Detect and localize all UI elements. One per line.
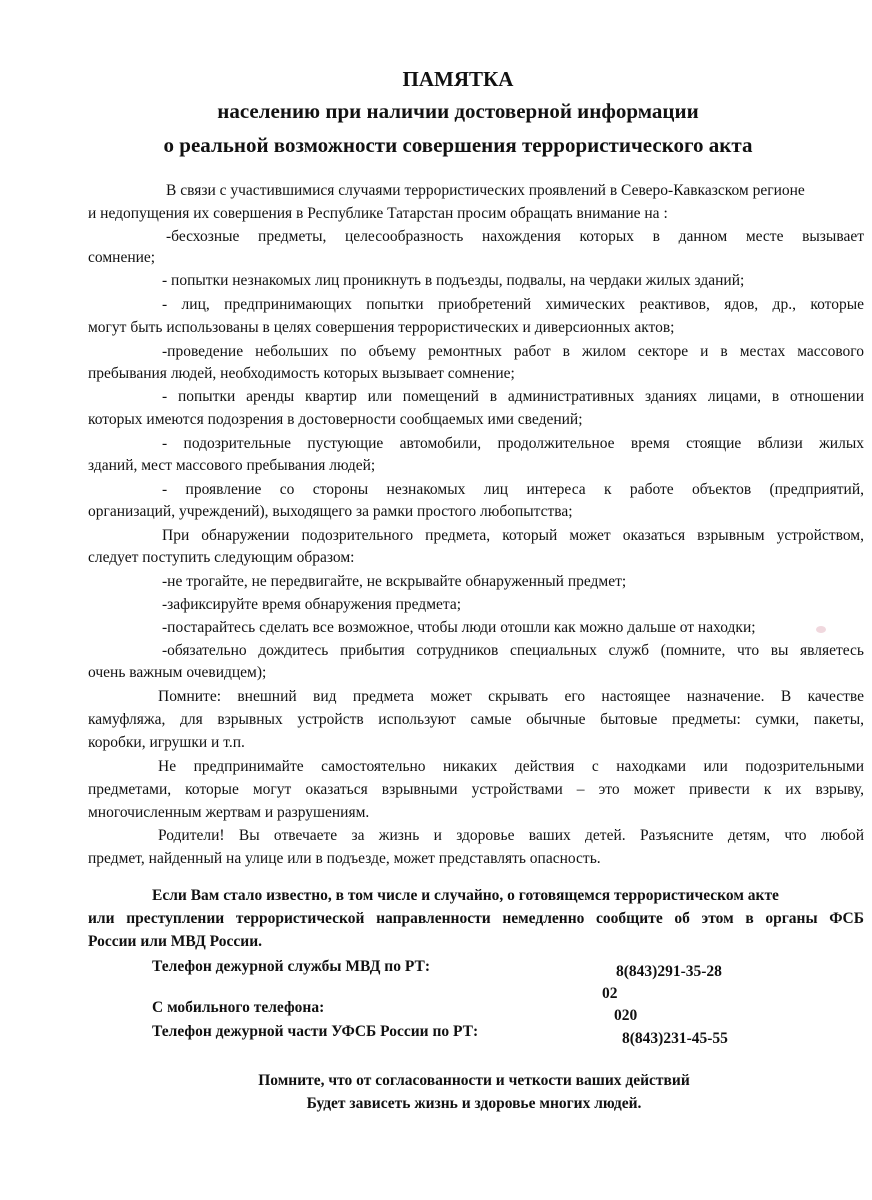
item-interest: - проявление со стороны незнакомых лиц интереса к работе объектов (предприятий,: [162, 481, 864, 498]
memo-title: ПАМЯТКА: [402, 67, 514, 91]
item-interest-cont: организаций, учреждений), выходящего за рамки простого любопытства;: [88, 503, 573, 520]
item-vehicles-cont: зданий, мест массового пребывания людей;: [88, 457, 376, 474]
rule-do-not-touch: -не трогайте, не передвигайте, не вскрывайте обнаруженный предмет;: [162, 573, 627, 590]
rule-wait-services-cont: очень важным очевидцем);: [88, 664, 267, 681]
ink-smudge: [816, 626, 826, 633]
item-repair-works: -проведение небольших по объему ремонтных работ в жилом секторе и в местах массового: [162, 343, 864, 360]
intro-line-1: В связи с участившимися случаями террористических проявлений в Северо-Кавказском регионе: [166, 182, 805, 199]
item-rentals: - попытки аренды квартир или помещений в административных зданиях лицами, в отношении: [162, 388, 864, 405]
item-entry-attempts: - попытки незнакомых лиц проникнуть в подъезды, подвалы, на чердаки жилых зданий;: [162, 272, 745, 289]
remember-paragraph-line-3: коробки, игрушки и т.п.: [88, 734, 245, 751]
item-vehicles: - подозрительные пустующие автомобили, продолжительное время стоящие вблизи жилых: [162, 435, 864, 452]
mobile-phone-label: С мобильного телефона:: [152, 999, 325, 1016]
rule-wait-services: -обязательно дождитесь прибытия сотрудников специальных служб (помните, что вы являетесь: [162, 642, 864, 659]
no-action-paragraph-line-2: предметами, которые могут оказаться взрывными устройствами – это может привести к их взрыву,: [88, 781, 864, 798]
remember-paragraph-line-2: камуфляжа, для взрывных устройств используют самые обычные бытовые предметы: сумки, пакеты,: [88, 711, 864, 728]
memo-subtitle-line-1: населению при наличии достоверной информации: [217, 99, 699, 123]
no-action-paragraph-line-1: Не предпринимайте самостоятельно никаких действия с находками или подозрительными: [158, 758, 864, 775]
item-rentals-cont: которых имеются подозрения в достоверности сообщаемых ими сведений;: [88, 411, 583, 428]
mvd-duty-phone-label: Телефон дежурной службы МВД по РТ:: [152, 958, 431, 975]
memo-subtitle-line-2: о реальной возможности совершения террористического акта: [163, 133, 753, 157]
item-chemicals-cont: могут быть использованы в целях совершения террористических и диверсионных актов;: [88, 319, 675, 336]
rule-move-people: -постарайтесь сделать все возможное, чтобы люди отошли как можно дальше от находки;: [162, 619, 756, 636]
remember-paragraph-line-1: Помните: внешний вид предмета может скрывать его настоящее назначение. В качестве: [158, 688, 864, 705]
notice-line-1: Если Вам стало известно, в том числе и случайно, о готовящемся террористическом акте: [152, 887, 779, 904]
closing-line-1: Помните, что от согласованности и четкости ваших действий: [258, 1072, 690, 1089]
parents-paragraph-line-1: Родители! Вы отвечаете за жизнь и здоровье ваших детей. Разъясните детям, что любой: [158, 827, 864, 844]
item-repair-works-cont: пребывания людей, необходимость которых вызывает сомнение;: [88, 365, 515, 382]
item-chemicals: - лиц, предпринимающих попытки приобретений химических реактивов, ядов, др., которые: [162, 296, 864, 313]
fsb-duty-phone-number: 8(843)231-45-55: [622, 1030, 728, 1047]
mvd-duty-phone-number: 8(843)291-35-28: [616, 963, 722, 980]
mvd-short-number: 02: [602, 985, 618, 1002]
item-unattended-objects: -бесхозные предметы, целесообразность нахождения которых в данном месте вызывает: [166, 228, 864, 245]
item-unattended-objects-cont: сомнение;: [88, 249, 156, 266]
mobile-phone-number: 020: [614, 1007, 638, 1024]
intro-line-2: и недопущения их совершения в Республике Татарстан просим обращать внимание на :: [88, 205, 668, 222]
no-action-paragraph-line-3: многочисленным жертвам и разрушениям.: [88, 804, 370, 821]
notice-line-2: или преступлении террористической направленности немедленно сообщите об этом в органы ФСБ: [88, 910, 864, 927]
suspicious-object-intro-cont: следует поступить следующим образом:: [88, 549, 355, 566]
fsb-duty-phone-label: Телефон дежурной части УФСБ России по РТ:: [152, 1023, 479, 1040]
closing-line-2: Будет зависеть жизнь и здоровье многих людей.: [306, 1095, 642, 1112]
parents-paragraph-line-2: предмет, найденный на улице или в подъезде, может представлять опасность.: [88, 850, 601, 867]
rule-record-time: -зафиксируйте время обнаружения предмета;: [162, 596, 462, 613]
notice-line-3: России или МВД России.: [88, 933, 263, 950]
suspicious-object-intro: При обнаружении подозрительного предмета, который может оказаться взрывным устройством,: [162, 527, 864, 544]
